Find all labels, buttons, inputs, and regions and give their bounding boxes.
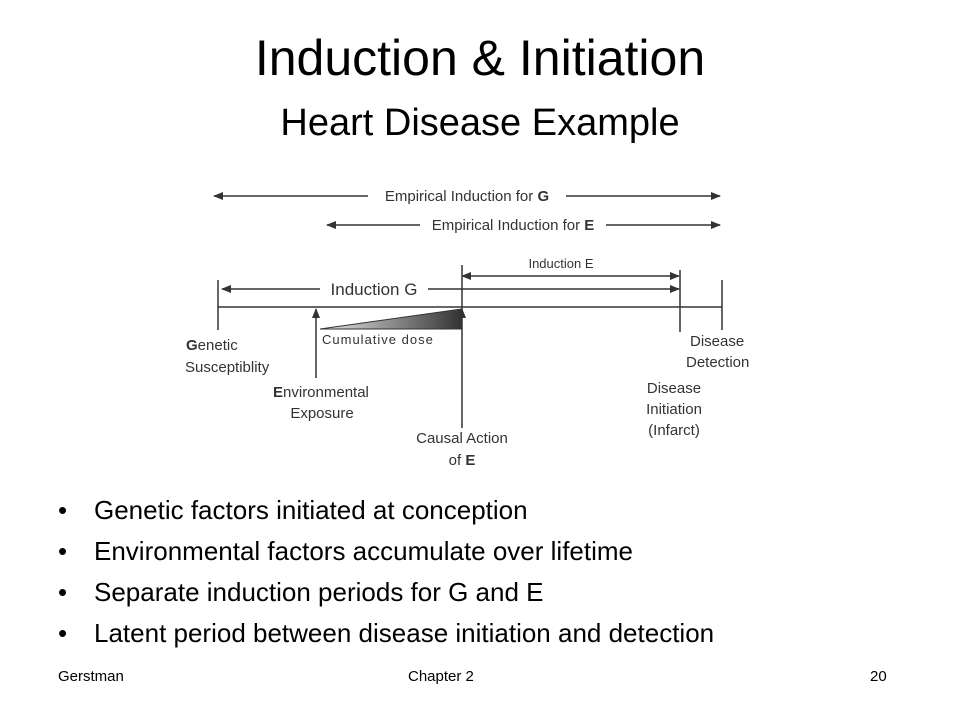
genetic-susceptibility-label xyxy=(185,337,270,376)
empirical-induction-g-arrow xyxy=(214,188,720,205)
disease-detection-label xyxy=(686,333,749,371)
footer-chapter: Chapter 2 xyxy=(408,668,474,685)
cumulative-dose-label: Cumulative dose xyxy=(322,332,434,347)
svg-text:Genetic: Genetic xyxy=(186,337,238,354)
bullet-item xyxy=(58,490,714,531)
causal-action-label xyxy=(416,430,508,469)
bullet-item xyxy=(58,531,714,572)
bullet-dot: • xyxy=(58,536,68,566)
bullet-item xyxy=(58,613,714,654)
empirical-induction-e-arrow xyxy=(327,217,720,234)
bullet-text: Environmental factors accumulate over lifetime xyxy=(94,536,634,566)
bullet-dot: • xyxy=(58,618,68,648)
bullet-dot: • xyxy=(58,495,68,525)
disease-initiation-label xyxy=(646,380,702,439)
bullet-list xyxy=(58,490,714,654)
footer-page-number: 20 xyxy=(870,668,887,685)
bullet-item xyxy=(58,572,714,613)
cumulative-dose-wedge xyxy=(320,309,462,329)
svg-text:Susceptiblity: Susceptiblity xyxy=(185,359,270,376)
svg-text:Exposure: Exposure xyxy=(290,405,354,422)
slide-subtitle: Heart Disease Example xyxy=(280,102,680,144)
svg-text:Disease: Disease xyxy=(646,380,702,397)
induction-g-arrow xyxy=(222,280,679,299)
svg-text:Environmental: Environmental xyxy=(273,384,369,401)
bullet-dot: • xyxy=(58,577,68,607)
induction-g-label: Induction G xyxy=(330,280,418,299)
svg-text:Initiation: Initiation xyxy=(646,401,702,418)
svg-text:(Infarct): (Infarct) xyxy=(648,422,700,439)
empirical-induction-g-label: Empirical Induction for G xyxy=(384,188,550,205)
svg-text:of E: of E xyxy=(448,452,476,469)
empirical-induction-e-label: Empirical Induction for E xyxy=(431,217,595,234)
induction-e-arrow xyxy=(462,256,679,276)
environmental-exposure-label xyxy=(273,384,369,422)
slide-title: Induction & Initiation xyxy=(254,30,706,86)
bullet-text: Separate induction periods for G and E xyxy=(94,577,544,607)
bullet-text: Genetic factors initiated at conception xyxy=(94,495,528,525)
footer-author: Gerstman xyxy=(58,668,124,685)
svg-text:Disease: Disease xyxy=(690,333,745,350)
svg-text:Causal Action: Causal Action xyxy=(416,430,508,447)
induction-e-label: Induction E xyxy=(528,256,594,271)
bullet-text: Latent period between disease initiation and detection xyxy=(94,618,715,648)
svg-text:Detection: Detection xyxy=(686,354,750,371)
